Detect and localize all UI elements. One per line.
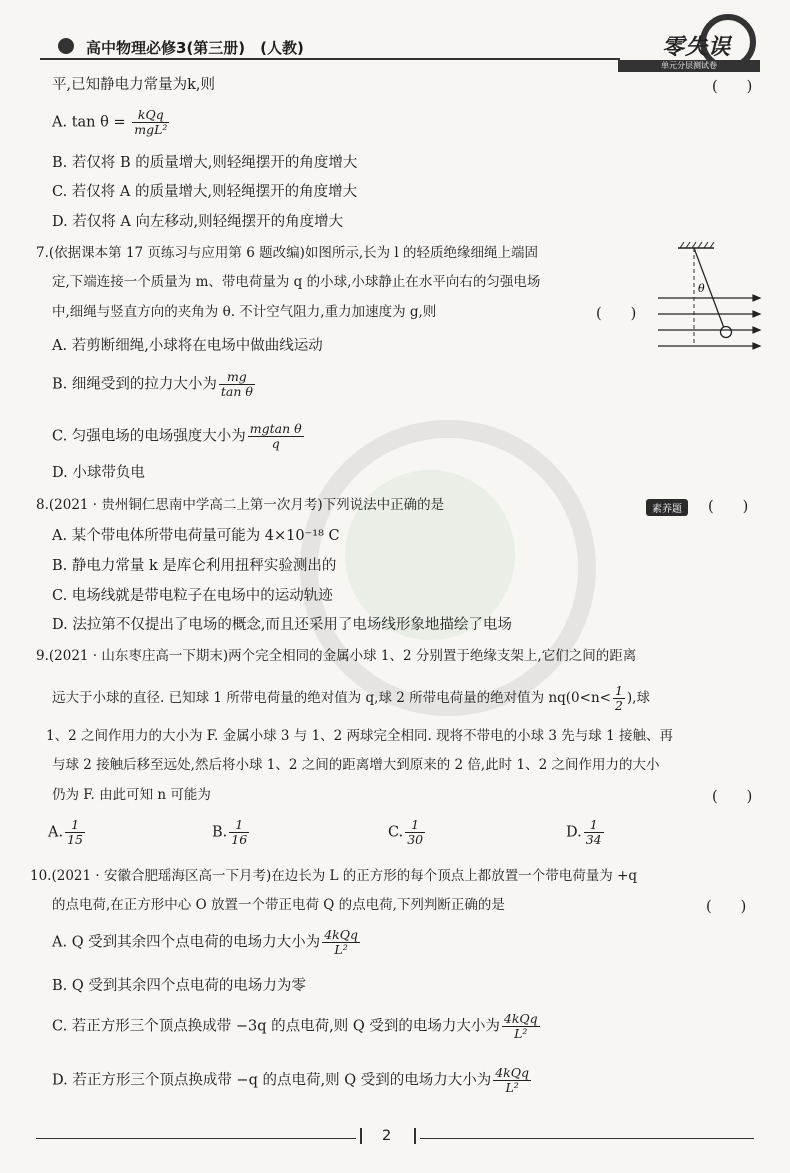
q7-option-c <box>52 422 306 451</box>
q7-answer-blank: ( ) <box>596 306 637 322</box>
q8-answer-blank: ( ) <box>708 499 749 515</box>
q6-answer-blank: ( ) <box>712 79 753 95</box>
q10-option-d <box>52 1066 533 1095</box>
q6-option-d: D. 若仅将 A 向左移动,则轻绳摆开的角度增大 <box>52 214 344 230</box>
q9-c-num: 1 <box>405 818 425 833</box>
q10-option-b: B. Q 受到其余四个点电荷的电场力为零 <box>52 978 306 994</box>
q8-option-c: C. 电场线就是带电粒子在电场中的运动轨迹 <box>52 588 333 604</box>
q7-c-den: q <box>271 436 280 451</box>
q10-d-den: L² <box>505 1080 519 1095</box>
q9-c-label: C. <box>388 824 404 841</box>
q9-c-fraction <box>405 818 425 847</box>
q10-d-label: D. 若正方形三个顶点换成带 −q 的点电荷,则 Q 受到的电场力大小为 <box>52 1072 492 1089</box>
q8-option-a: A. 某个带电体所带电荷量可能为 4×10⁻¹⁸ C <box>52 528 340 544</box>
header-rule <box>40 58 620 60</box>
q10-c-den: L² <box>514 1026 528 1041</box>
header-icon <box>58 38 74 54</box>
q10-c-label: C. 若正方形三个顶点换成带 −3q 的点电荷,则 Q 受到的电场力大小为 <box>52 1018 500 1035</box>
q10-d-num: 4kQq <box>495 1065 529 1080</box>
ceiling-hatch <box>680 242 714 248</box>
q9-option-a <box>48 818 87 847</box>
q9-option-d <box>566 818 606 847</box>
page-number: 2 <box>382 1128 392 1144</box>
footer-bar-right <box>414 1128 416 1144</box>
q7-field-diagram <box>656 240 766 358</box>
q8-badge-wrap <box>646 497 688 516</box>
q9-d-fraction <box>584 818 604 847</box>
q7-option-b <box>52 370 257 399</box>
field-lines <box>658 295 760 349</box>
footer-bar-left <box>360 1128 362 1144</box>
q9-line2-num: 1 <box>614 683 623 698</box>
q7-stem-line2: 定,下端连接一个质量为 m、带电荷量为 q 的小球,小球静止在水平向右的匀强电场 <box>52 274 541 290</box>
q9-b-fraction <box>229 818 249 847</box>
q7-b-fraction <box>219 370 255 399</box>
q10-a-label: A. Q 受到其余四个点电荷的电场力大小为 <box>52 934 321 951</box>
q9-a-den: 15 <box>67 832 83 847</box>
q9-a-label: A. <box>48 824 64 841</box>
theta-label: θ <box>698 282 705 295</box>
q10-a-num: 4kQq <box>324 927 358 942</box>
q9-stem-line4: 与球 2 接触后移至远处,然后将小球 1、2 之间的距离增大到原来的 2 倍,此时 1、2 之间作用力的大小 <box>52 757 660 773</box>
q9-answer-blank: ( ) <box>712 789 753 805</box>
q9-stem-line3: 1、2 之间作用力的大小为 F. 金属小球 3 与 1、2 两球完全相同. 现将不带电的小球 3 先与球 1 接触、再 <box>46 728 673 744</box>
q7-c-label: C. 匀强电场的电场强度大小为 <box>52 428 246 445</box>
q7-c-num: mgtan θ <box>249 421 302 436</box>
q8-badge: 素养题 <box>646 499 688 516</box>
q6-continuation: 平,已知静电力常量为k,则 <box>52 77 216 93</box>
q9-line2-den: 2 <box>614 698 623 713</box>
q9-a-fraction <box>65 818 85 847</box>
q9-stem-line2 <box>52 684 650 713</box>
q9-b-label: B. <box>212 824 228 841</box>
q6-a-fraction <box>132 108 169 137</box>
q9-line2-post: ),球 <box>626 690 650 706</box>
q7-stem-line3: 中,细绳与竖直方向的夹角为 θ. 不计空气阻力,重力加速度为 g,则 <box>52 304 437 320</box>
q8-option-b: B. 静电力常量 k 是库仑利用扭秤实验测出的 <box>52 558 337 574</box>
q9-d-den: 34 <box>585 832 602 847</box>
q9-d-label: D. <box>566 824 582 841</box>
q6-option-b: B. 若仅将 B 的质量增大,则轻绳摆开的角度增大 <box>52 155 358 171</box>
q6-a-den: mgL² <box>134 122 168 137</box>
q9-d-num: 1 <box>584 818 604 833</box>
logo-text: 零失误 <box>662 34 732 60</box>
q10-a-den: L² <box>334 942 348 957</box>
q7-c-fraction <box>248 422 304 451</box>
q10-stem-line2: 的点电荷,在正方形中心 O 放置一个带正电荷 Q 的点电荷,下列判断正确的是 <box>52 897 505 913</box>
q10-d-fraction <box>493 1066 531 1095</box>
q6-option-c: C. 若仅将 A 的质量增大,则轻绳摆开的角度增大 <box>52 184 358 200</box>
q7-b-label: B. 细绳受到的拉力大小为 <box>52 376 217 393</box>
q7-b-den: tan θ <box>220 384 253 399</box>
q9-b-num: 1 <box>229 818 249 833</box>
q9-option-c <box>388 818 427 847</box>
q10-option-c <box>52 1012 542 1041</box>
footer-rule-left <box>36 1138 356 1139</box>
q7-option-d: D. 小球带负电 <box>52 465 145 481</box>
q9-b-den: 16 <box>231 832 248 847</box>
q8-stem: 8.(2021 · 贵州铜仁思南中学高二上第一次月考)下列说法中正确的是 <box>36 497 445 513</box>
q7-stem-line1: 7.(依据课本第 17 页练习与应用第 6 题改编)如图所示,长为 l 的轻质绝缘细绳上端固 <box>36 245 539 261</box>
q7-option-a: A. 若剪断细绳,小球将在电场中做曲线运动 <box>52 338 323 354</box>
footer-rule-right <box>420 1138 754 1139</box>
q6-option-a <box>52 108 171 137</box>
q10-option-a <box>52 928 362 957</box>
q8-option-d: D. 法拉第不仅提出了电场的概念,而且还采用了电场线形象地描绘了电场 <box>52 617 512 633</box>
q9-option-b <box>212 818 251 847</box>
ball <box>721 327 732 338</box>
q10-c-fraction <box>502 1012 540 1041</box>
q10-c-num: 4kQq <box>503 1011 538 1026</box>
q9-line2-pre: 远大于小球的直径. 已知球 1 所带电荷量的绝对值为 q,球 2 所带电荷量的绝对值为 nq(0<n< <box>52 690 611 706</box>
q9-line2-fraction <box>613 684 625 713</box>
q9-stem-line5: 仍为 F. 由此可知 n 可能为 <box>52 787 211 803</box>
q7-b-num: mg <box>219 370 255 385</box>
logo-subtitle: 单元分层测试卷 <box>618 60 760 72</box>
q9-a-num: 1 <box>65 818 85 833</box>
q6-a-label: A. tan θ = <box>52 114 131 131</box>
q10-answer-blank: ( ) <box>706 899 747 915</box>
book-title: 高中物理必修3(第三册) (人教) <box>86 39 304 57</box>
q9-c-den: 30 <box>407 832 424 847</box>
q6-a-num: kQq <box>132 108 169 123</box>
q10-stem-line1: 10.(2021 · 安徽合肥瑶海区高一下月考)在边长为 L 的正方形的每个顶点上都放置一个带电荷量为 +q <box>30 868 638 884</box>
q10-a-fraction <box>322 928 360 957</box>
q9-stem-line1: 9.(2021 · 山东枣庄高一下期末)两个完全相同的金属小球 1、2 分别置于绝缘支架上,它们之间的距离 <box>36 648 637 664</box>
